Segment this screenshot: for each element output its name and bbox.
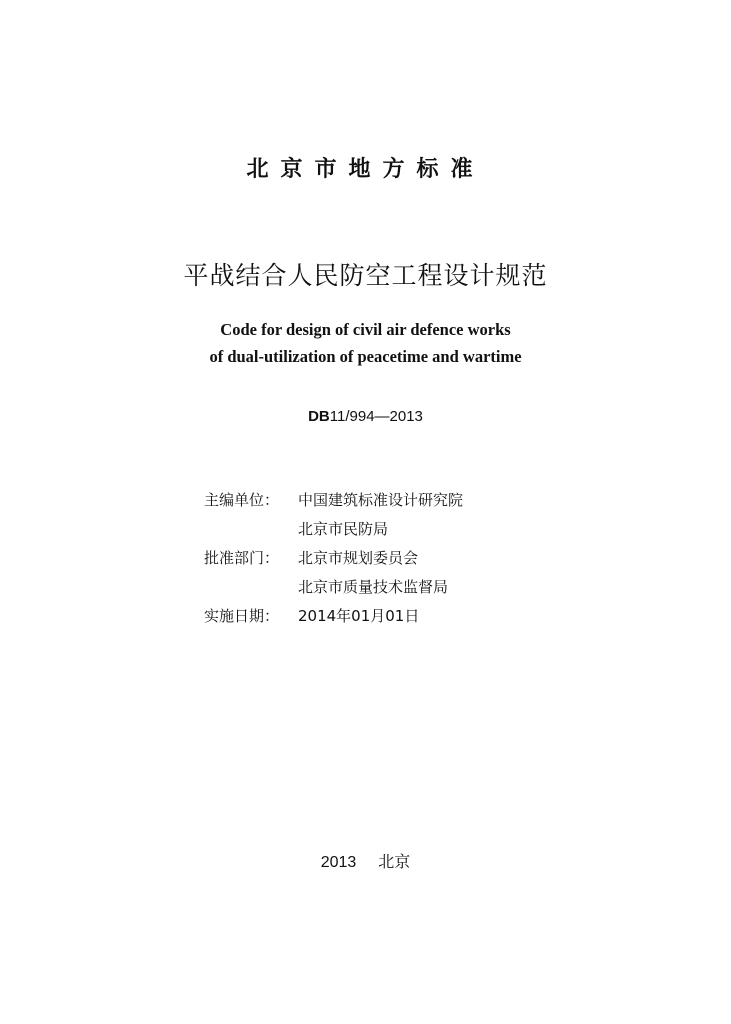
title-english-line-2: of dual-utilization of peacetime and wartime: [209, 347, 522, 366]
footer-place: 北京: [378, 852, 411, 871]
standard-code-number: 11/994—2013: [329, 408, 423, 425]
publication-footer: [0, 849, 731, 872]
approver-row-2: [204, 573, 463, 602]
date-label: 实施日期：: [204, 607, 280, 625]
title-english: [0, 316, 731, 370]
approver-row: [204, 544, 463, 573]
standard-code-prefix: DB: [308, 408, 330, 425]
standard-category: 北京市地方标准: [246, 157, 485, 182]
editor-value-1: 中国建筑标准设计研究院: [298, 491, 464, 509]
approver-label-spacer: [204, 573, 298, 602]
footer-year: 2013: [320, 854, 357, 871]
title-chinese: 平战结合人民防空工程设计规范: [183, 261, 548, 290]
editor-row-2: [204, 515, 463, 544]
editor-label-spacer: [204, 515, 298, 544]
standard-code: [0, 408, 731, 425]
editor-label: 主编单位：: [204, 491, 280, 509]
editor-value-2: 北京市民防局: [298, 520, 389, 538]
title-english-line-1: Code for design of civil air defence works: [220, 320, 511, 339]
date-value: 2014年01月01日: [298, 607, 420, 625]
approver-value-1: 北京市规划委员会: [298, 549, 419, 567]
date-row: [204, 602, 463, 631]
approver-value-2: 北京市质量技术监督局: [298, 578, 449, 596]
editor-row: [204, 486, 463, 515]
publication-info: [204, 486, 463, 631]
approver-label: 批准部门：: [204, 549, 280, 567]
